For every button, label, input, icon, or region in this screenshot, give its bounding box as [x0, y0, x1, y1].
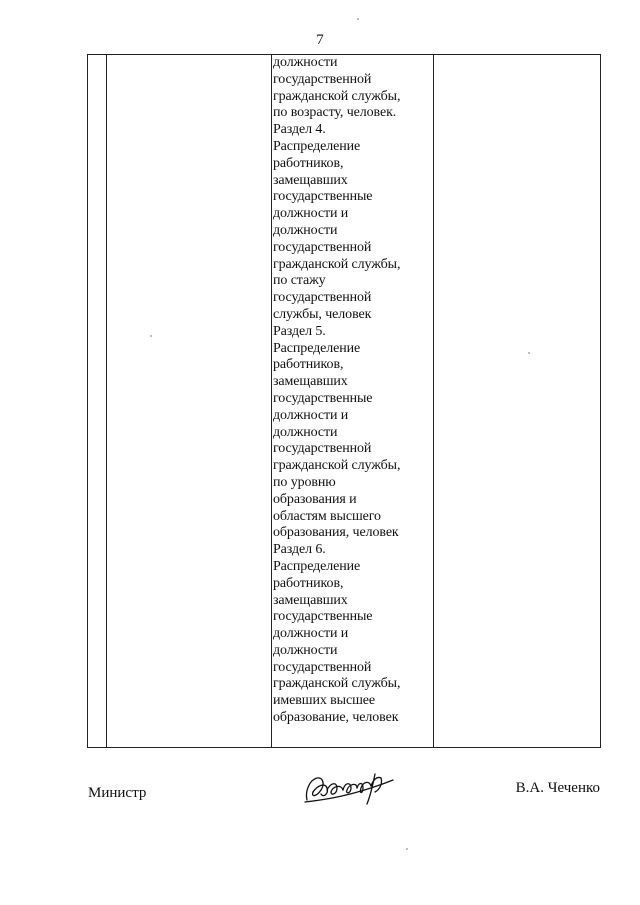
signer-name: В.А. Чеченко: [515, 780, 600, 796]
table-cell-description: должности государственной гражданской службы, по возрасту, человек. Раздел 4. Распределение работников, замещавших государственные должности и должности государственной гражданской службы, по стажу государственной службы, человек Раздел 5. Распределение работников, замещавших государственные должности и должности государственной гражданской службы, по уровню образования и областям высшего образования, человек Раздел 6. Распределение работников, замещавших государственные должности и должности государственной гражданской службы, имевших высшее образование, человек: [273, 55, 401, 726]
signature-icon: [303, 770, 399, 808]
scan-speck: [357, 18, 359, 20]
page-number: 7: [316, 32, 324, 48]
document-table: [87, 54, 601, 748]
scan-speck: [150, 335, 152, 337]
table-column-divider: [271, 55, 272, 747]
table-column-divider: [106, 55, 107, 747]
table-column-divider: [433, 55, 434, 747]
scan-speck: [528, 352, 530, 354]
position-title: Министр: [88, 785, 147, 801]
scan-speck: [406, 848, 408, 850]
